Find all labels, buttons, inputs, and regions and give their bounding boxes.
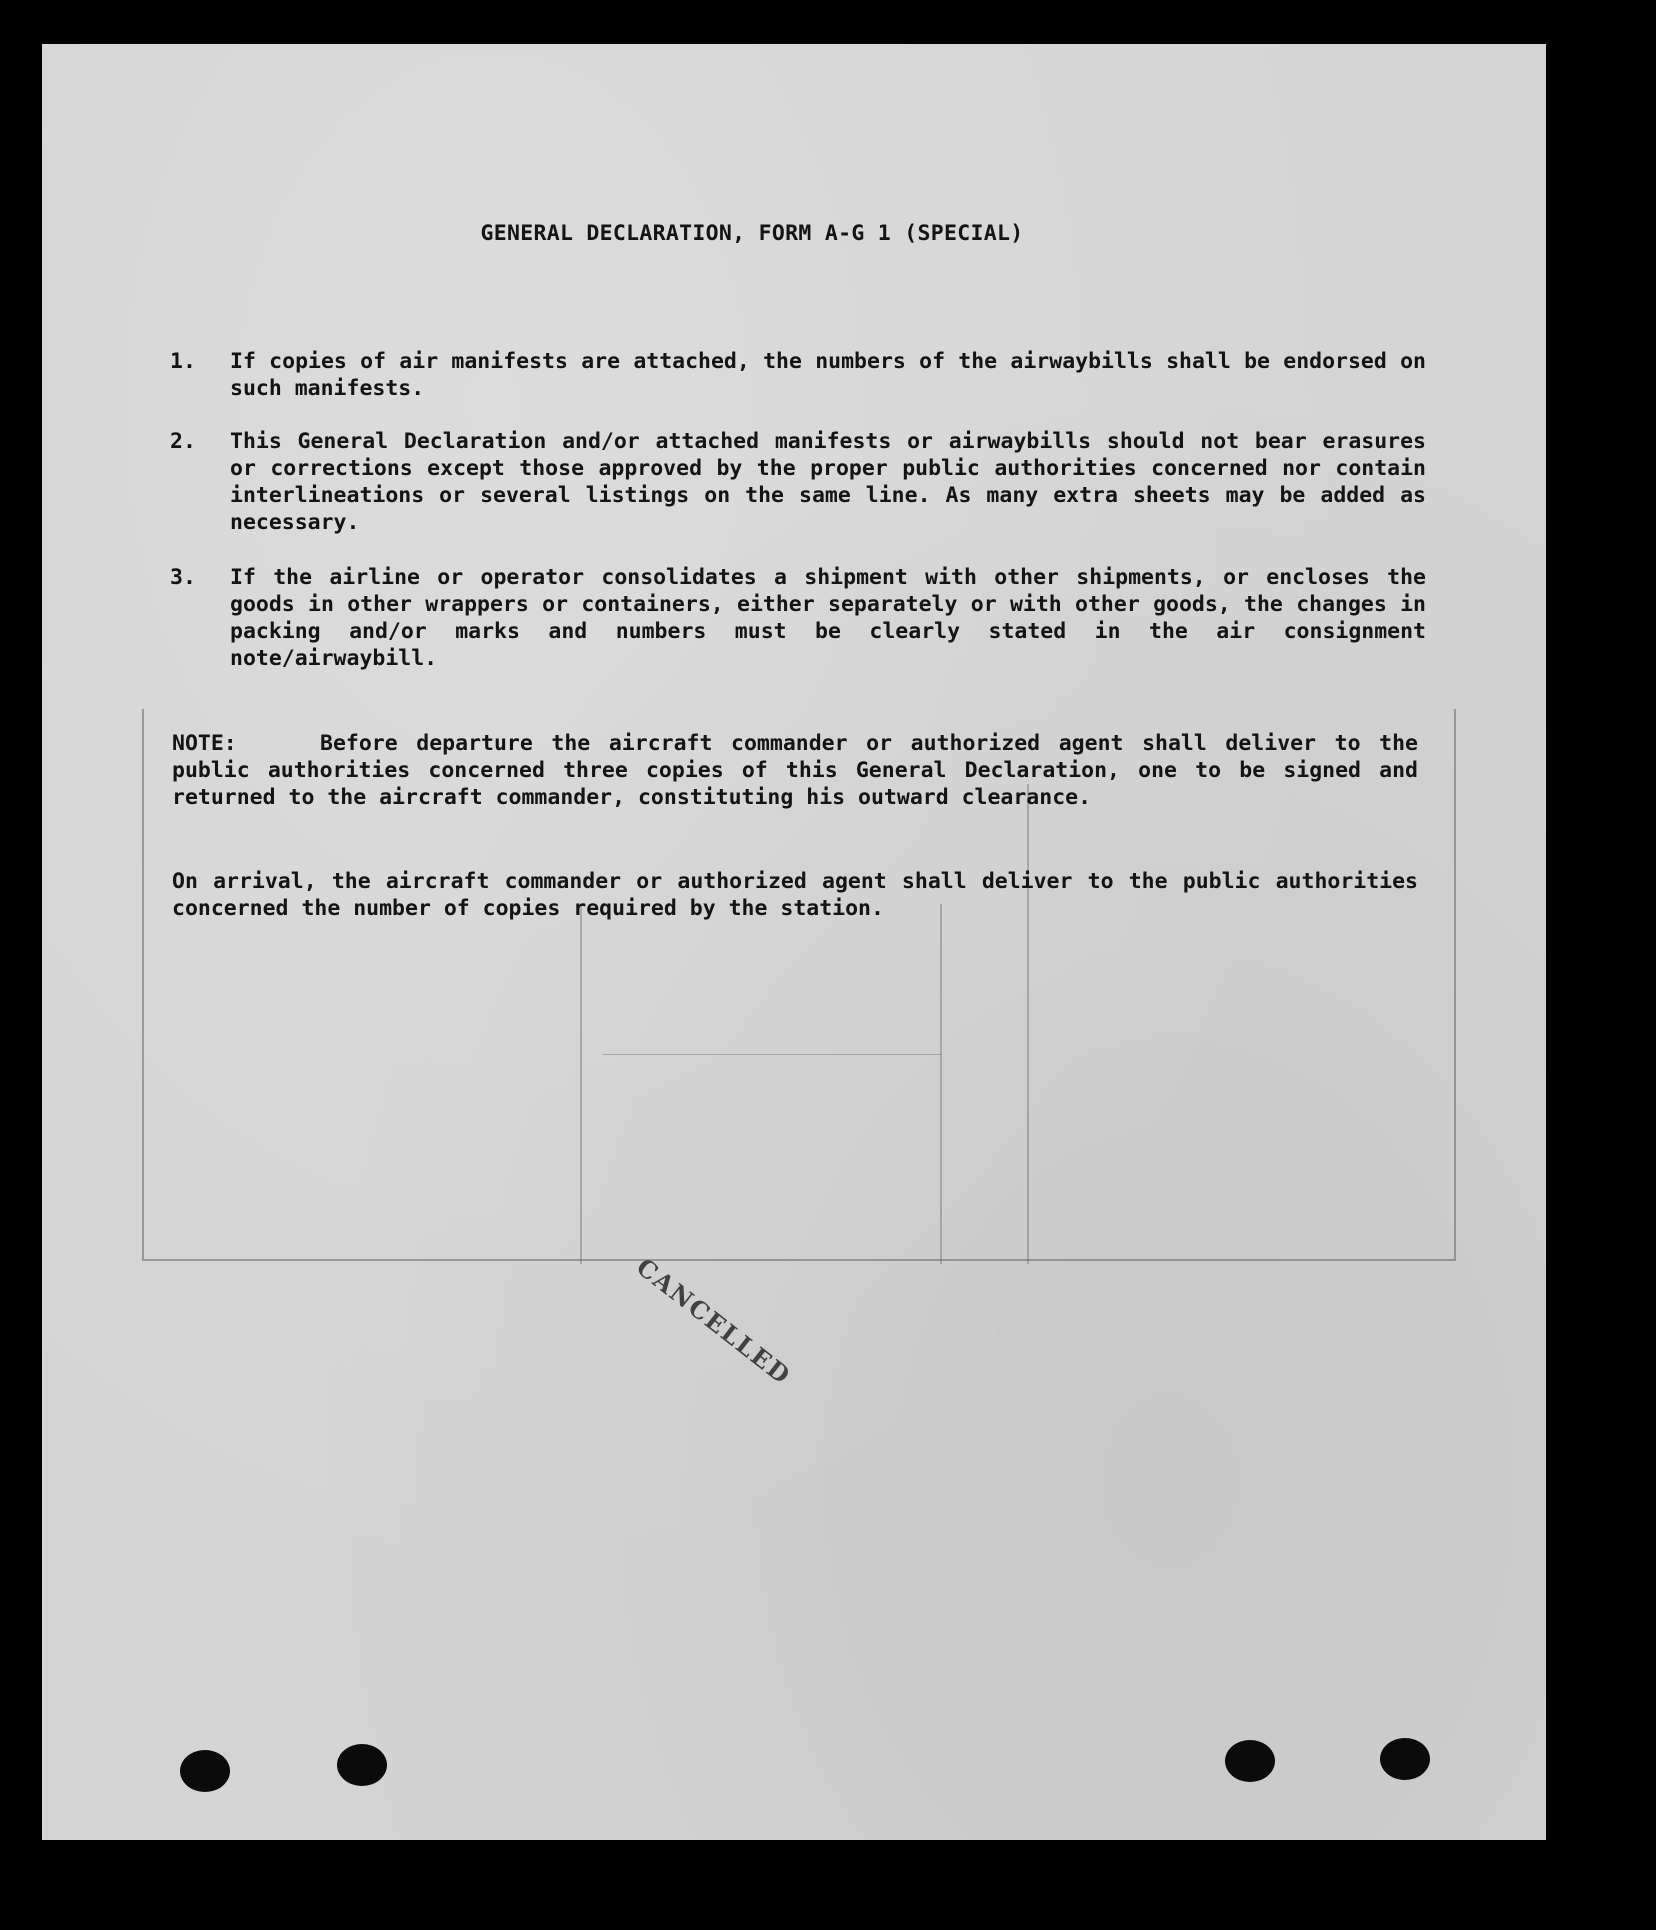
punch-hole (1380, 1738, 1430, 1780)
note-text: Before departure the aircraft commander or authorized agent shall deliver to the public authorities concerned three copies of this General Declaration, one to be signed and returned to the aircraft commander, constituting his outward clearance. (172, 731, 1418, 810)
punch-hole (337, 1744, 387, 1786)
cancelled-stamp: CANCELLED (631, 1252, 798, 1391)
item-number: 3. (170, 565, 196, 590)
item-text: If the airline or operator consolidates a shipment with other shipments, or encloses the goods in other wrappers or containers, either separately or with other goods, the changes in packing and/or marks and numbers must be clearly stated in the air consignment note/airwaybill. (230, 565, 1426, 671)
document-title: GENERAL DECLARATION, FORM A-G 1 (SPECIAL) (480, 221, 1024, 246)
instruction-item-3 (170, 564, 1470, 672)
punch-hole (180, 1750, 230, 1792)
instruction-item-2 (170, 428, 1470, 536)
item-number: 2. (170, 429, 196, 454)
instruction-item-1 (170, 348, 1470, 402)
item-text: This General Declaration and/or attached manifests or airwaybills should not bear erasures or corrections except those approved by the proper public authorities concerned nor contain interlineations or several listings on the same line. As many extra sheets may be added as necessary. (230, 429, 1426, 535)
item-number: 1. (170, 349, 196, 374)
arrival-text: On arrival, the aircraft commander or authorized agent shall deliver to the public authorities concerned the number of copies required by the station. (172, 869, 1418, 921)
item-text: If copies of air manifests are attached, the numbers of the airwaybills shall be endorsed on such manifests. (230, 349, 1426, 401)
departure-note (172, 730, 1418, 811)
note-label: NOTE: (172, 731, 237, 756)
arrival-note (172, 868, 1418, 922)
punch-hole (1225, 1740, 1275, 1782)
